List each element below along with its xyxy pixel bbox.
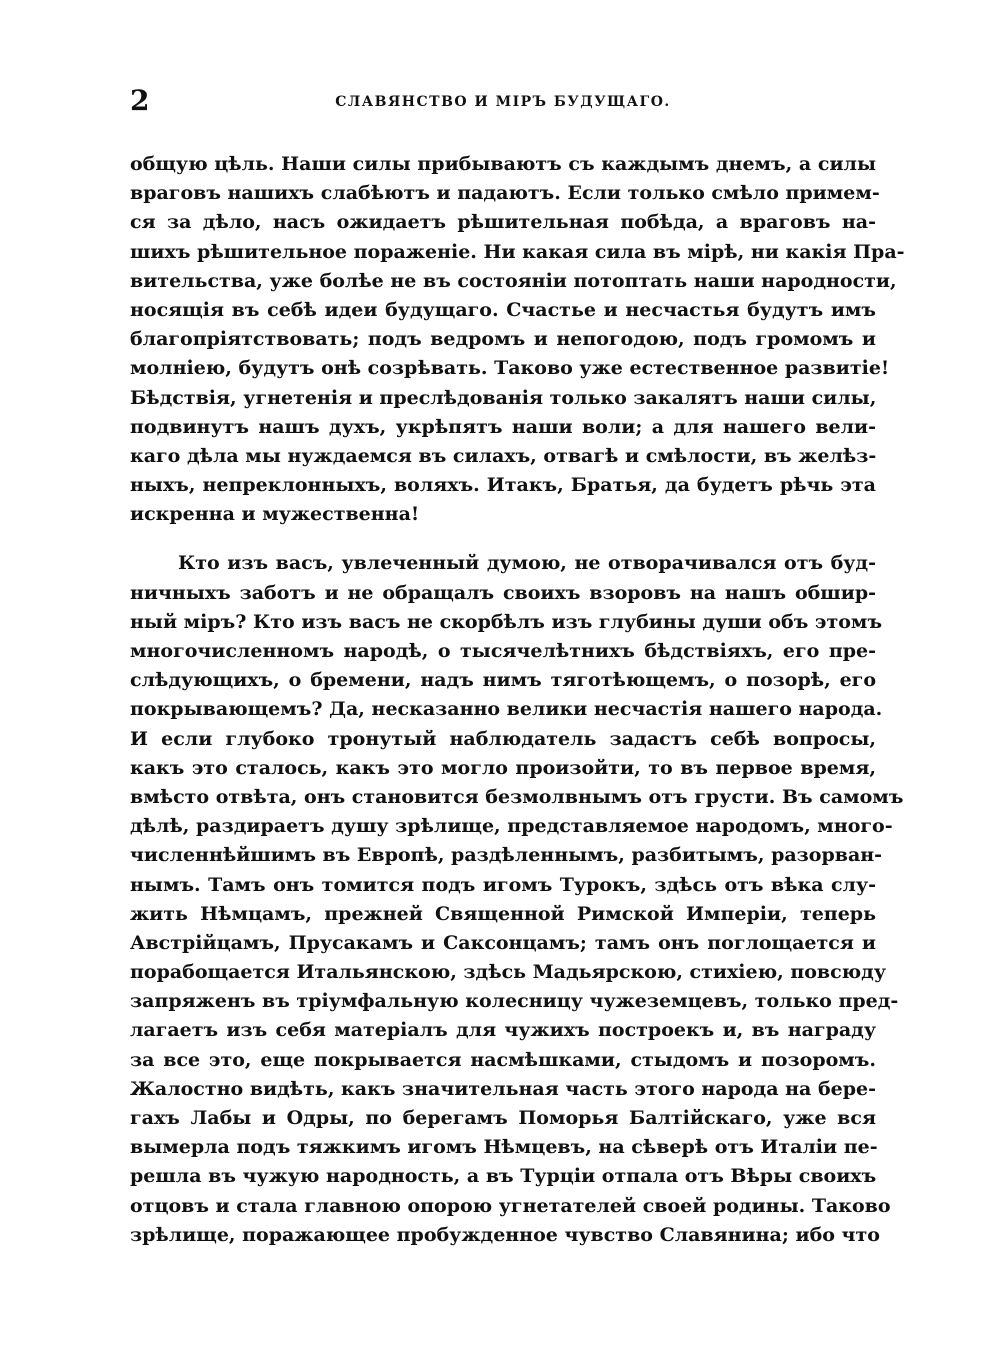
text-line: вительства, уже болѣе не въ состояніи потоптать наши народности,: [130, 269, 897, 292]
text-line: дѣлѣ, раздираетъ душу зрѣлище, представляемое народомъ, много-: [130, 815, 893, 838]
text-line: многочисленномъ народѣ, о тысячелѣтнихъ бѣдствіяхъ, его пре-: [130, 640, 876, 662]
text-line: за все это, еще покрывается насмѣшками, стыдомъ и позоромъ.: [130, 1048, 876, 1071]
text-line: ся за дѣло, насъ ожидаетъ рѣшительная побѣда, а враговъ на-: [130, 211, 876, 234]
text-line: гахъ Лабы и Одры, по берегамъ Поморья Балтійскаго, уже вся: [130, 1107, 876, 1129]
text-line: общую цѣль. Наши силы прибываютъ съ каждымъ днемъ, а силы: [130, 153, 876, 175]
text-line: вмѣсто отвѣта, онъ становится безмолвнымъ отъ грусти. Въ самомъ: [130, 785, 904, 808]
paragraph-1: [130, 150, 905, 529]
text-line: носящія въ себѣ идеи будущаго. Счастье и несчастья будутъ имъ: [130, 298, 876, 321]
page-number: 2: [130, 84, 150, 117]
body-text: [130, 150, 905, 1250]
text-line: шихъ рѣшительное пораженіе. Ни какая сила въ мірѣ, ни какія Пра-: [130, 240, 905, 263]
text-line: благопріятствовать; подъ ведромъ и непогодою, подъ громомъ и: [130, 328, 876, 351]
paragraph-gap: [130, 529, 876, 549]
text-line: ный міръ? Кто изъ васъ не скорбѣлъ изъ глубины души объ этомъ: [130, 610, 883, 633]
text-line: искренна и мужественна!: [130, 503, 420, 526]
text-line: Бѣдствія, угнетенія и преслѣдованія только закалятъ наши силы,: [130, 386, 877, 409]
text-line: решла въ чужую народность, а въ Турціи отпала отъ Вѣры своихъ: [130, 1165, 877, 1188]
text-line: ныхъ, непреклонныхъ, воляхъ. Итакъ, Братья, да будетъ рѣчь эта: [130, 474, 876, 497]
text-line: каго дѣла мы нуждаемся въ силахъ, отвагѣ и смѣлости, въ желѣз-: [130, 444, 877, 467]
text-line: отцовъ и стала главною опорою угнетателей своей родины. Таково: [130, 1194, 891, 1217]
text-line: Жалостно видѣть, какъ значительная часть этого народа на бере-: [130, 1077, 877, 1100]
text-line: порабощается Итальянскою, здѣсь Мадьярскою, стихіею, повсюду: [130, 961, 886, 984]
text-line: лагаетъ изъ себя матеріалъ для чужихъ построекъ и, въ награду: [130, 1019, 876, 1042]
text-line: какъ это сталось, какъ это могло произойти, то въ первое время,: [130, 756, 876, 779]
text-line: подвинутъ нашъ духъ, укрѣпятъ наши воли; а для нашего вели-: [130, 415, 876, 438]
text-line: ничныхъ заботъ и не обращалъ своихъ взоровъ на нашъ обшир-: [130, 581, 876, 604]
text-line: зрѣлище, поражающее пробужденное чувство Славянина; ибо что: [130, 1223, 880, 1246]
text-line: нымъ. Тамъ онъ томится подъ игомъ Турокъ, здѣсь отъ вѣка слу-: [130, 873, 876, 896]
text-line: слѣдующихъ, о бремени, надъ нимъ тяготѣющемъ, о позорѣ, его: [130, 669, 876, 692]
text-line: запряженъ въ тріумфальную колесницу чужеземцевъ, только пред-: [130, 990, 899, 1013]
text-line: вымерла подъ тяжкимъ игомъ Нѣмцевъ, на сѣверѣ отъ Италіи пе-: [130, 1136, 878, 1159]
text-line: враговъ нашихъ слабѣютъ и падаютъ. Если только смѣло примем-: [130, 182, 880, 205]
text-line: Кто изъ васъ, увлеченный думою, не отворачивался отъ буд-: [178, 552, 876, 575]
text-line: И если глубоко тронутый наблюдатель задастъ себѣ вопросы,: [130, 727, 876, 750]
paragraph-2: [130, 549, 904, 1250]
text-line: покрывающемъ? Да, несказанно велики несчастія нашего народа.: [130, 698, 883, 721]
text-line: жить Нѣмцамъ, прежней Священной Римской Имперіи, теперь: [130, 902, 876, 925]
text-line: Австрійцамъ, Прусакамъ и Саксонцамъ; тамъ онъ поглощается и: [130, 931, 876, 954]
text-line: молніею, будутъ онѣ созрѣвать. Таково уже естественное развитіе!: [130, 357, 890, 380]
running-title: СЛАВЯНСТВО И МІРЪ БУДУЩАГО.: [335, 94, 671, 110]
page-header: [130, 84, 876, 124]
text-line: численнѣйшимъ въ Европѣ, раздѣленнымъ, разбитымъ, разорван-: [130, 844, 883, 867]
